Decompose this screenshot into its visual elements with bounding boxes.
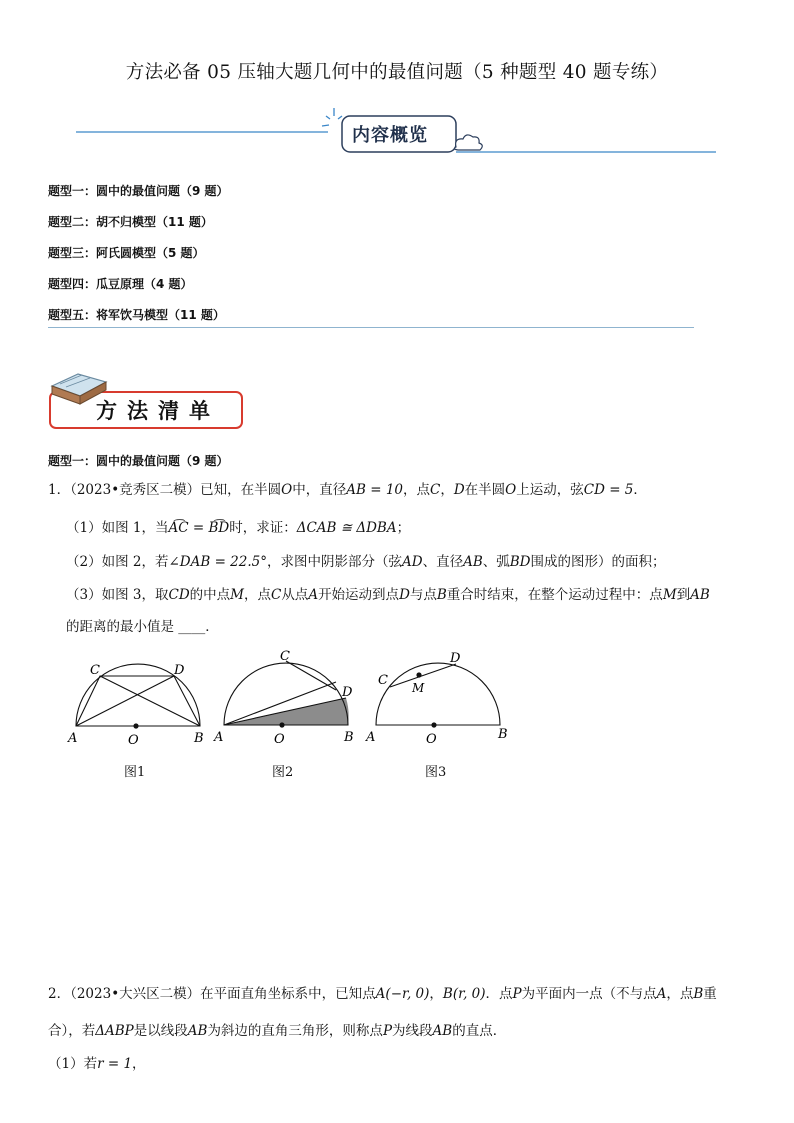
question-1-part-3-line-2: 的距离的最小值是 ____．	[66, 619, 219, 635]
divider	[48, 327, 694, 328]
method-label: 方法清单	[96, 399, 220, 423]
sparkle-icon	[322, 108, 342, 126]
fig3-label-B: B	[498, 727, 508, 742]
fig3-label-O: O	[426, 732, 437, 747]
fig1-label-B: B	[194, 731, 204, 746]
fig1-label-A: A	[68, 731, 78, 746]
question-2-line-3: （1）若r = 1，	[48, 1056, 146, 1072]
overview-label: 内容概览	[352, 125, 428, 146]
figure-1-caption: 图1	[124, 765, 146, 780]
figure-2	[212, 648, 362, 745]
figure-2-caption: 图2	[272, 765, 294, 780]
question-1-intro: 1．（2023•竞秀区二模）已知，在半圆O中，直径AB = 10，点C，D在半圆O上运动，弦CD = 5．	[48, 482, 647, 498]
toc-item: 题型四：瓜豆原理（4 题）	[48, 277, 193, 291]
fig3-label-M: M	[412, 681, 425, 695]
figure-3	[364, 648, 514, 745]
question-1-part-3: （3）如图 3，取CD的中点M，点C从点A开始运动到点D与点B重合时结束，在整个运动过程中：点M到AB	[66, 587, 710, 603]
fig2-label-C: C	[280, 649, 290, 664]
fig1-label-C: C	[90, 663, 100, 678]
fig2-label-O: O	[274, 732, 285, 747]
figure-1	[68, 650, 210, 748]
fig1-label-O: O	[128, 733, 139, 748]
question-1-part-1: （1）如图 1，当A͡C = B͡D时，求证：ΔCAB ≅ ΔDBA；	[66, 520, 411, 536]
question-2-line-2: 合），若ΔABP是以线段AB为斜边的直角三角形，则称点P为线段AB的直点．	[48, 1023, 507, 1039]
toc-item: 题型五：将军饮马模型（11 题）	[48, 308, 225, 322]
toc-item: 题型三：阿氏圆模型（5 题）	[48, 246, 205, 260]
figure-3-caption: 图3	[425, 765, 447, 780]
fig3-label-D: D	[450, 651, 461, 666]
section-heading: 题型一：圆中的最值问题（9 题）	[48, 454, 229, 468]
question-1-part-2: （2）如图 2，若∠DAB = 22.5°，求图中阴影部分（弦AD、直径AB、弧BD围成的图形）的面积；	[66, 554, 666, 570]
toc-item: 题型一：圆中的最值问题（9 题）	[48, 184, 229, 198]
fig2-label-B: B	[344, 730, 354, 745]
cloud-icon	[454, 135, 482, 150]
question-2-line-1: 2．（2023•大兴区二模）在平面直角坐标系中，已知点A(−r, 0)，B(r, 0)．点P为平面内一点（不与点A，点B重	[48, 986, 717, 1002]
fig3-label-C: C	[378, 673, 388, 688]
fig1-label-D: D	[174, 663, 185, 678]
document-title: 方法必备 05 压轴大题几何中的最值问题（5 种题型 40 题专练）	[125, 62, 669, 83]
fig3-label-A: A	[366, 730, 376, 745]
toc-item: 题型二：胡不归模型（11 题）	[48, 215, 213, 229]
fig2-label-A: A	[214, 730, 224, 745]
fig2-label-D: D	[342, 685, 353, 700]
